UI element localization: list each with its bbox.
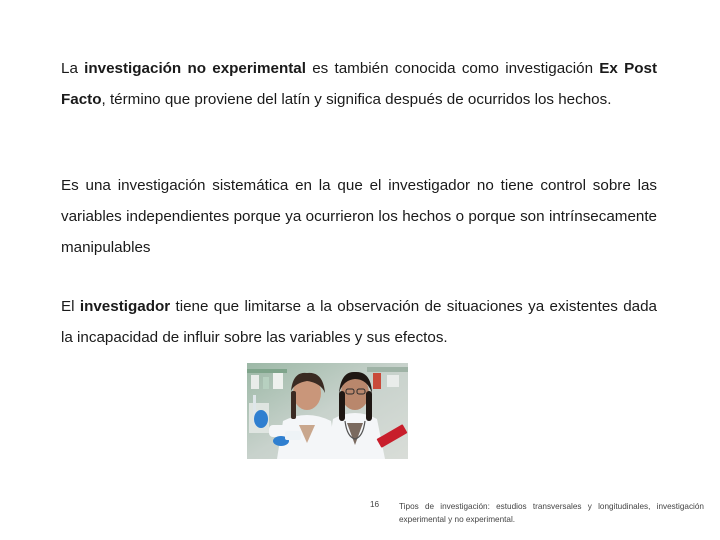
researchers-photo — [247, 363, 408, 459]
p3-bold-investigador: investigador — [79, 298, 171, 315]
p3-text-1: El — [61, 298, 80, 315]
p1-text-2: es también conocida como investigación — [305, 60, 600, 77]
paragraph-systematic — [61, 170, 657, 263]
p1-bold-term: investigación no experimental — [84, 60, 306, 77]
footer-caption: Tipos de investigación: estudios transversales y longitudinales, investigación experimental y no experimental. — [399, 502, 704, 524]
page-number: 16 — [370, 500, 380, 509]
paragraph-definition — [61, 53, 657, 115]
p3-text-2: tiene que limitarse a la observación de situaciones ya existentes dada la incapacidad de influir sobre las variables y sus efectos. — [61, 298, 658, 346]
p1-text-3: , término que proviene del latín y significa después de ocurridos los hechos. — [101, 91, 612, 108]
p2-text-1: Es una investigación sistemática en la que el investigador no tiene control sobre las variables independientes porque ya ocurrieron los hechos o porque son intrínsecamente manipulables — [61, 177, 657, 256]
paragraph-researcher — [61, 291, 657, 353]
p1-text-1: La — [61, 60, 85, 77]
p1-bold-ex-post-facto: Ex Post Facto — [61, 60, 658, 108]
